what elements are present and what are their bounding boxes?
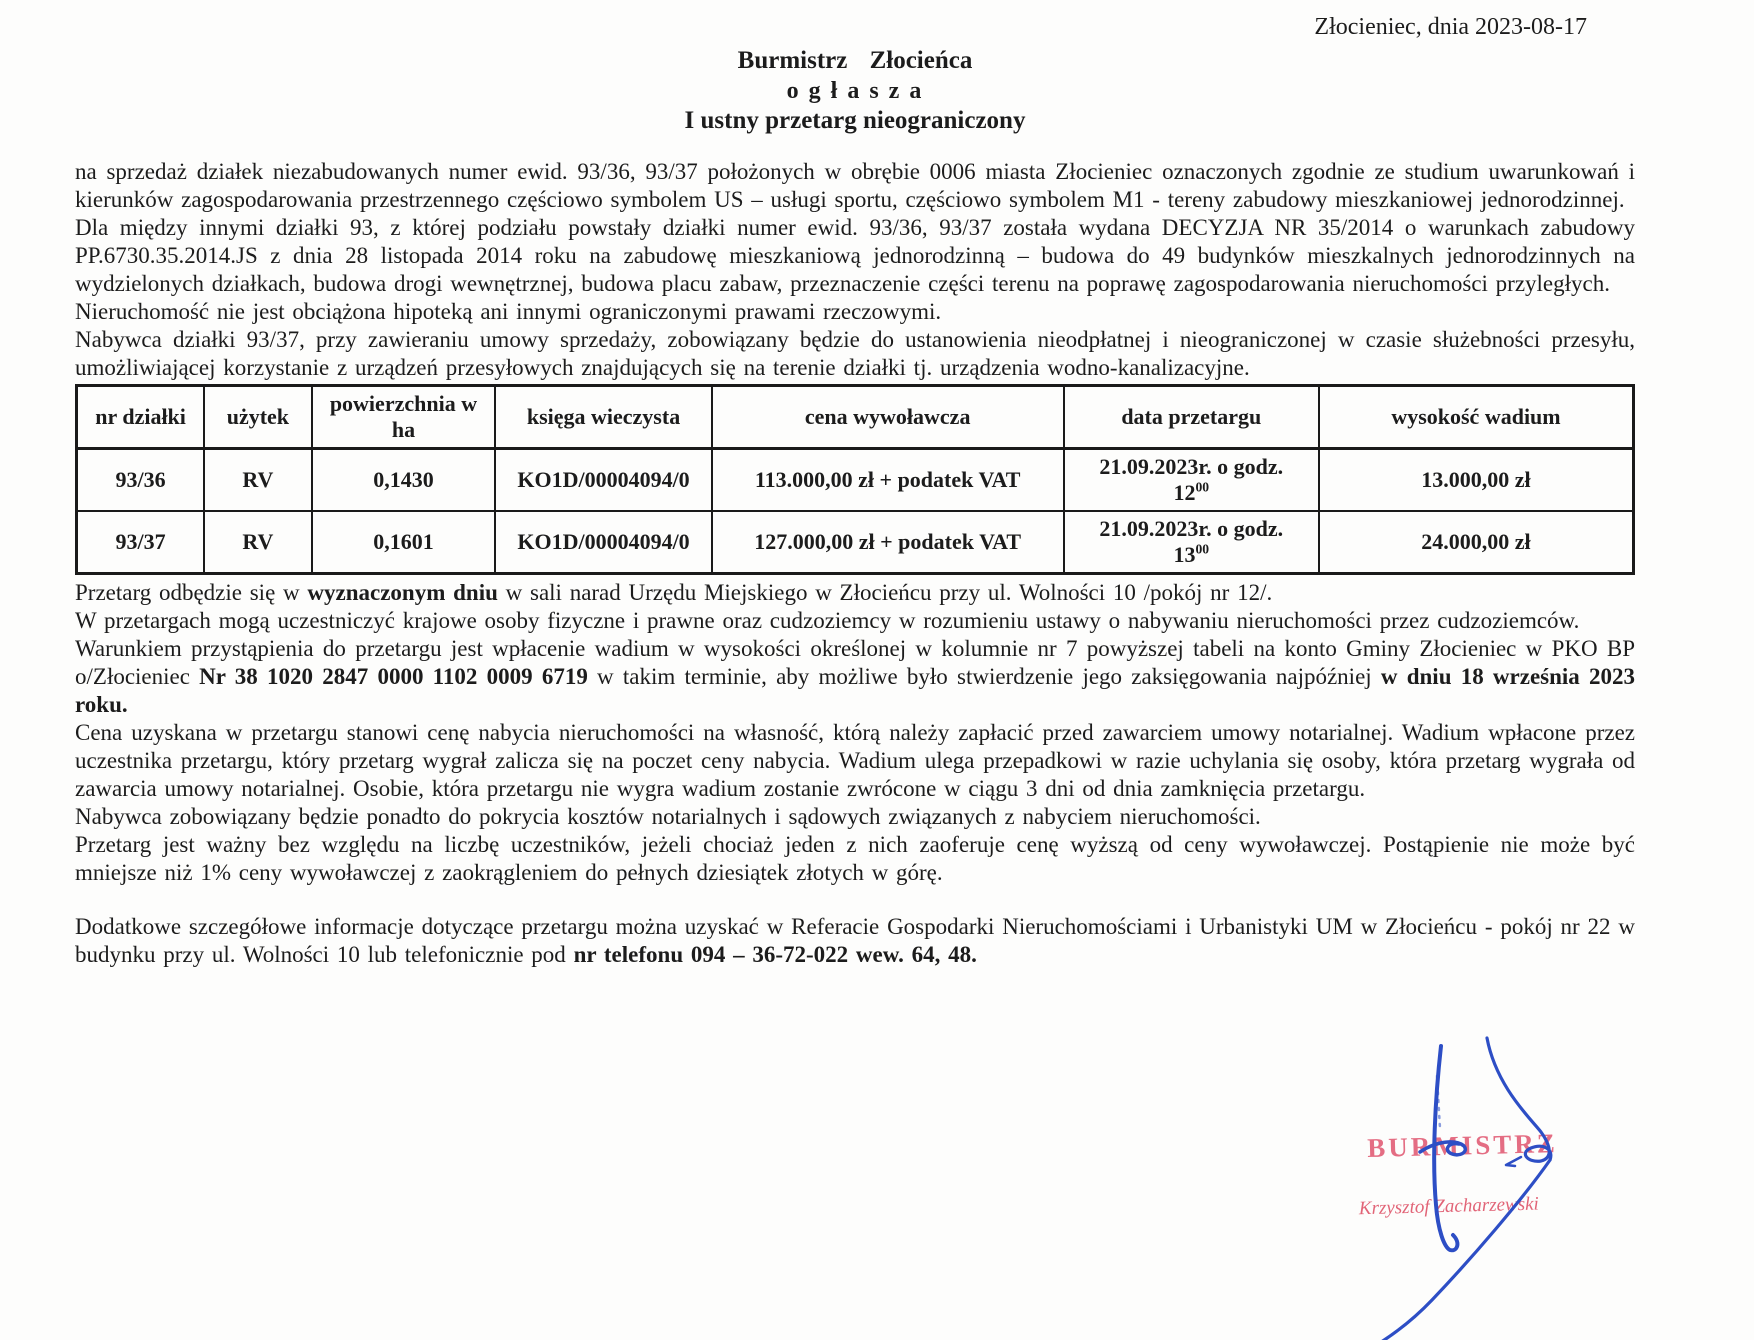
table-row [77,449,1634,512]
cell-plot-number: 93/37 [77,511,205,574]
stamp-mayor-name: Krzysztof Zacharzewski [1358,1193,1540,1220]
cell-plot-number: 93/36 [77,449,205,512]
cell-tender-date [1064,511,1319,574]
stamp-title: BURMISTRZ [1366,1128,1559,1164]
title-tender-type: I ustny przetarg nieograniczony [684,107,1026,134]
table-row [77,511,1634,574]
auction-table [75,384,1635,575]
paragraph-venue [75,579,1635,607]
tender-date-text: 21.09.2023r. o godz. [1099,454,1284,479]
document-content [75,12,1635,969]
header-area-ha: powierzchnia w ha [312,386,496,449]
text-run: w takim terminie, aby możliwe było stwierdzenie jego zaksięgowania najpóźniej [587,664,1381,689]
text-run-bold: wyznaczonym dniu [307,580,498,605]
paragraph-contact-info [75,913,1635,969]
paragraph-deposit-terms [75,635,1635,719]
cell-deposit: 13.000,00 zł [1319,449,1634,512]
phone-number: nr telefonu 094 – 36-72-022 wew. 64, 48. [573,942,977,967]
mayor-stamp [1358,1127,1599,1220]
tender-hour-minutes: 00 [1195,479,1210,495]
text-run: Przetarg odbędzie się w [75,580,308,605]
bank-account-number: Nr 38 1020 2847 0000 1102 0009 6719 [199,664,588,689]
title-issuer: Burmistrz Złocieńca [737,47,973,74]
text-run: Dodatkowe szczegółowe informacje dotyczące przetargu można uzyskać w Referacie Gospodarki Nieruchomościami i Urbanistyki UM w Złocieńcu - pokój nr 22 w budynku przy ul. Wolności 10 lub telefonicznie pod [75,914,1635,967]
paragraph-participants: W przetargach mogą uczestniczyć krajowe osoby fizyczne i prawne oraz cudzoziemcy w rozumieniu ustawy o nabywaniu nieruchomości przez cudzoziemców. [75,608,1580,633]
paragraph-validity: Przetarg jest ważny bez względu na liczbę uczestników, jeżeli chociaż jeden z nich zaoferuje cenę wyższą od ceny wywoławczej. Postąpienie nie może być mniejsze niż 1% ceny wywoławczej z zaokrągleniem do pełnych dziesiątek złotych w górę. [75,832,1635,885]
date-line: Złocieniec, dnia 2023-08-17 [1314,14,1587,40]
tender-hour: 13 [1173,542,1196,567]
header-land-register: księga wieczysta [495,386,711,449]
text-run: Warunkiem przystąpienia do przetargu jest wpłacenie wadium w wysokości określonej w kolumnie nr 7 powyższej tabeli na konto Gminy Złocieniec w PKO BP o/Złocieniec [75,636,1635,689]
cell-land-register: KO1D/00004094/0 [495,449,711,512]
paragraph-price-terms: Cena uzyskana w przetargu stanowi cenę nabycia nieruchomości na własność, którą należy zapłacić przed zawarciem umowy notarialnej. Wadium wpłacone przez uczestnika przetargu, który przetarg wygrał zalicza się na poczet ceny nabycia. Wadium ulega przepadkowi w razie uchylania się osoby, która przetarg wygrała od zawarcia umowy notarialnej. Osobie, która przetargu nie wygra wadium zostanie zwrócone w ciągu 3 dni od dnia zamknięcia przetargu. [75,720,1635,801]
table-header-row [77,386,1634,449]
cell-land-use: RV [204,449,311,512]
title-announces: o g ł a s z a [786,78,924,104]
cell-area: 0,1601 [312,511,496,574]
tender-date-text: 21.09.2023r. o godz. [1099,516,1284,541]
text-run: w sali narad Urzędu Miejskiego w Złocieńcu przy ul. Wolności 10 /pokój nr 12/. [497,580,1273,605]
tender-hour: 12 [1173,480,1196,505]
cell-starting-price: 127.000,00 zł + podatek VAT [712,511,1064,574]
paragraph-decision: Dla między innymi działki 93, z której podziału powstały działki numer ewid. 93/36, 93/37 została wydana DECYZJA NR 35/2014 o warunkach zabudowy PP.6730.35.2014.JS z dnia 28 listopada 2014 roku na zabudowę mieszkaniową jednorodzinną – budowa do 49 budynków mieszkalnych jednorodzinnych na wydzielonych działkach, budowa drogi wewnętrznej, budowa placu zabaw, przeznaczenie części terenu na poprawę zagospodarowania nieruchomości przyległych. [75,215,1635,296]
header-plot-number: nr działki [77,386,205,449]
cell-area: 0,1430 [312,449,496,512]
paragraph-no-mortgage: Nieruchomość nie jest obciążona hipoteką ani innymi ograniczonymi prawami rzeczowymi. [75,299,942,324]
header-land-use: użytek [204,386,311,449]
cell-deposit: 24.000,00 zł [1319,511,1634,574]
paragraph-easement: Nabywca działki 93/37, przy zawieraniu umowy sprzedaży, zobowiązany będzie do ustanowienia nieodpłatnej i nieograniczonej w czasie służebności przesyłu, umożliwiającej korzystanie z urządzeń przesyłowych znajdujących się na terenie działki tj. urządzenia wodno-kanalizacyjne. [75,327,1635,380]
cell-land-register: KO1D/00004094/0 [495,511,711,574]
paragraph-notary-costs: Nabywca zobowiązany będzie ponadto do pokrycia kosztów notarialnych i sądowych związanych z nabyciem nieruchomości. [75,804,1261,829]
header-tender-date: data przetargu [1064,386,1319,449]
cell-tender-date [1064,449,1319,512]
cell-land-use: RV [204,511,311,574]
tender-hour-minutes: 00 [1195,541,1210,557]
header-starting-price: cena wywoławcza [712,386,1064,449]
cell-starting-price: 113.000,00 zł + podatek VAT [712,449,1064,512]
title-block [75,46,1635,136]
document-body [75,158,1635,969]
header-deposit: wysokość wadium [1319,386,1634,449]
deposit-deadline: w dniu 18 września 2023 roku. [75,664,1635,717]
paragraph-subject: na sprzedaż działek niezabudowanych numer ewid. 93/36, 93/37 położonych w obrębie 0006 miasta Złocieniec oznaczonych zgodnie ze studium uwarunkowań i kierunków zagospodarowania przestrzennego częściowo symbolem US – usługi sportu, częściowo symbolem M1 - tereny zabudowy mieszkaniowej jednorodzinnej. [75,159,1635,212]
